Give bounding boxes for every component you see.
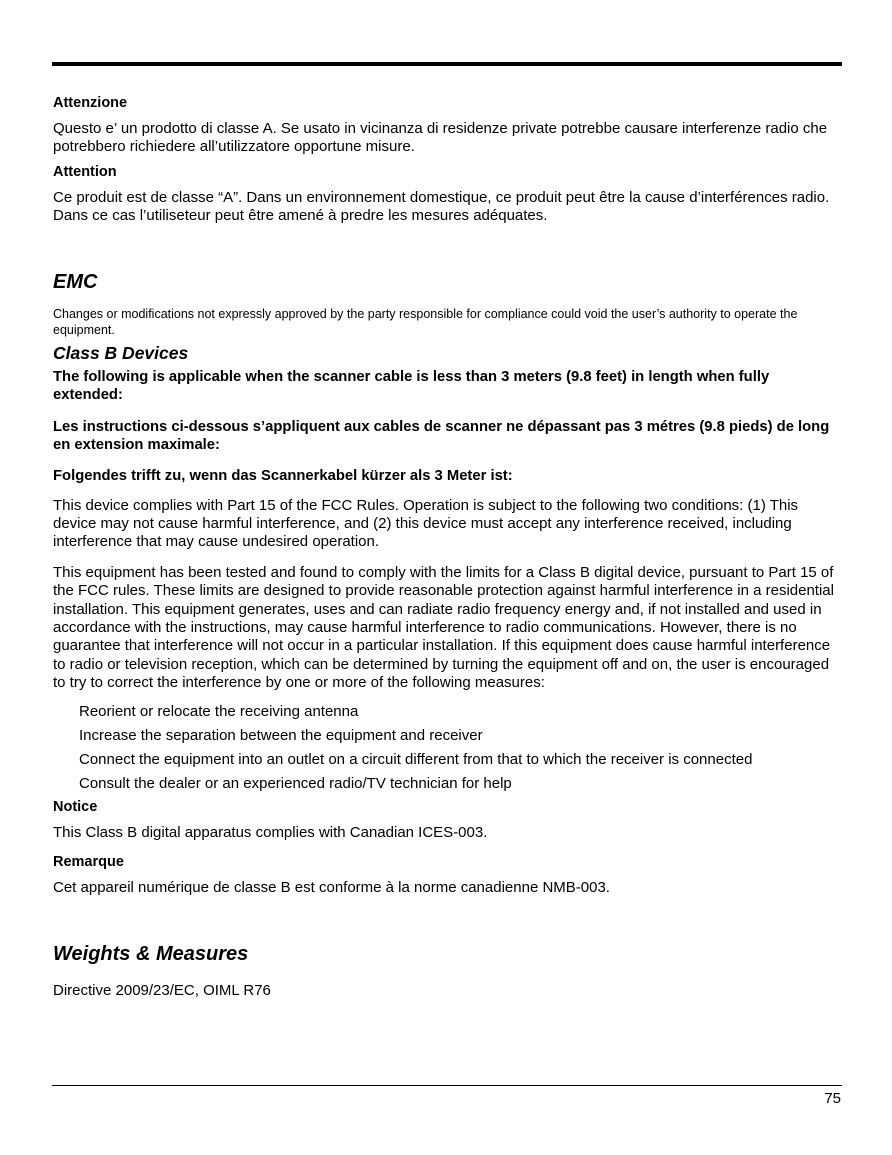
list-item: Connect the equipment into an outlet on a circuit different from that to which the receiver is connected — [79, 750, 753, 768]
top-rule — [52, 62, 842, 66]
italian-text: Questo e’ un prodotto di classe A. Se usato in vicinanza di residenze private potrebbe causare interferenze radio che potrebbero richiedere all’utilizzatore opportune misure. — [53, 120, 828, 156]
emc-heading: EMC — [53, 270, 98, 293]
measures-list — [53, 703, 839, 793]
class-b-subheading: Class B Devices — [53, 342, 189, 363]
page-number: 75 — [824, 1090, 841, 1107]
fcc-part15-text: This device complies with Part 15 of the FCC Rules. Operation is subject to the following two conditions: (1) This device may not cause harmful interference, and (2) this device must accept any interference received, including interference that may cause undesired operation. — [53, 496, 799, 551]
page-content — [53, 95, 839, 1000]
list-item: Consult the dealer or an experienced radio/TV technician for help — [79, 774, 512, 792]
notice-text: This Class B digital apparatus complies with Canadian ICES-003. — [53, 823, 488, 841]
list-item: Reorient or relocate the receiving antenna — [79, 702, 359, 720]
weights-heading: Weights & Measures — [53, 942, 249, 965]
notice-label: Notice — [53, 798, 98, 815]
remarque-label: Remarque — [53, 854, 124, 871]
french-text: Ce produit est de classe “A”. Dans un environnement domestique, ce produit peut être la cause d’interférences radio. Dans ce cas l’utiliseteur peut être amené à predre les mesures adéquates. — [53, 188, 830, 225]
french-label: Attention — [53, 163, 117, 180]
emc-intro: Changes or modifications not expressly approved by the party responsible for compliance could void the user’s authority to operate the equipment. — [53, 306, 798, 337]
applicable-english: The following is applicable when the scanner cable is less than 3 meters (9.8 feet) in length when fully extended: — [53, 368, 770, 403]
bottom-rule — [52, 1085, 842, 1086]
italian-label: Attenzione — [53, 95, 128, 111]
weights-text: Directive 2009/23/EC, OIML R76 — [53, 981, 271, 999]
list-item: Increase the separation between the equipment and receiver — [79, 726, 483, 744]
remarque-text: Cet appareil numérique de classe B est conforme à la norme canadienne NMB-003. — [53, 879, 610, 897]
applicable-german: Folgendes trifft zu, wenn das Scannerkabel kürzer als 3 Meter ist: — [53, 467, 513, 484]
applicable-french: Les instructions ci-dessous s’appliquent aux cables de scanner ne dépassant pas 3 métres (9.8 pieds) de long en extension maximale: — [53, 418, 830, 453]
fcc-tested-text: This equipment has been tested and found to comply with the limits for a Class B digital device, pursuant to Part 15 of the FCC rules. These limits are designed to provide reasonable protection against harmful interference in a residential installation. This equipment generates, uses and can radiate radio frequency energy and, if not installed and used in accordance with the instructions, may cause harmful interference to radio communications. However, there is no guarantee that interference will not occur in a particular installation. If this equipment does cause harmful interference to radio or television reception, which can be determined by turning the equipment off and on, the user is encouraged to try to correct the interference by one or more of the following measures: — [53, 563, 834, 692]
